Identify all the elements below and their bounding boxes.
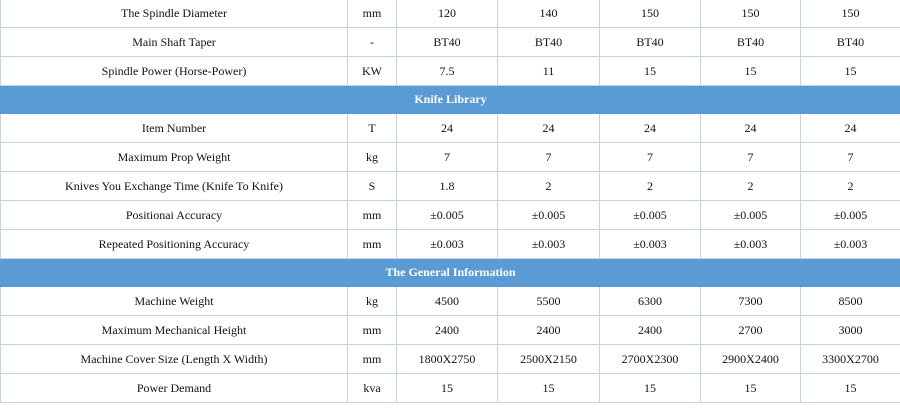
row-label: Positionai Accuracy	[1, 201, 348, 230]
row-label: Repeated Positioning Accuracy	[1, 230, 348, 259]
cell-value: BT40	[397, 28, 498, 57]
cell-value: 24	[397, 114, 498, 143]
cell-value: 15	[397, 374, 498, 403]
cell-value: BT40	[701, 28, 801, 57]
cell-value: 2	[600, 172, 701, 201]
row-unit: T	[348, 114, 397, 143]
cell-value: 24	[701, 114, 801, 143]
cell-value: 15	[701, 57, 801, 86]
cell-value: 7.5	[397, 57, 498, 86]
row-label: Spindle Power (Horse-Power)	[1, 57, 348, 86]
table-row	[1, 201, 900, 230]
cell-value: 2	[701, 172, 801, 201]
cell-value: 5500	[498, 287, 600, 316]
row-unit: kg	[348, 143, 397, 172]
cell-value: 4500	[397, 287, 498, 316]
cell-value: 15	[600, 57, 701, 86]
cell-value: ±0.003	[701, 230, 801, 259]
section-header-knife-library	[1, 86, 900, 114]
table-row	[1, 374, 900, 403]
cell-value: BT40	[600, 28, 701, 57]
cell-value: 15	[498, 374, 600, 403]
table-row	[1, 57, 900, 86]
row-unit: -	[348, 28, 397, 57]
row-unit: kva	[348, 374, 397, 403]
cell-value: 7	[600, 143, 701, 172]
cell-value: 1.8	[397, 172, 498, 201]
cell-value: 150	[600, 0, 701, 28]
cell-value: ±0.003	[801, 230, 900, 259]
table-row	[1, 345, 900, 374]
section-header-general-information	[1, 259, 900, 287]
cell-value: ±0.005	[397, 201, 498, 230]
row-unit: mm	[348, 201, 397, 230]
cell-value: 150	[701, 0, 801, 28]
cell-value: 2500X2150	[498, 345, 600, 374]
row-unit: mm	[348, 0, 397, 28]
cell-value: 150	[801, 0, 900, 28]
cell-value: 8500	[801, 287, 900, 316]
table-row	[1, 114, 900, 143]
row-label: Maximum Prop Weight	[1, 143, 348, 172]
cell-value: 2700	[701, 316, 801, 345]
row-label: Maximum Mechanical Height	[1, 316, 348, 345]
cell-value: 15	[801, 57, 900, 86]
table-row	[1, 316, 900, 345]
row-label: Machine Cover Size (Length X Width)	[1, 345, 348, 374]
cell-value: 2400	[600, 316, 701, 345]
section-title: Knife Library	[1, 86, 900, 114]
cell-value: BT40	[801, 28, 900, 57]
cell-value: ±0.003	[498, 230, 600, 259]
cell-value: 3300X2700	[801, 345, 900, 374]
cell-value: ±0.005	[701, 201, 801, 230]
table-row	[1, 28, 900, 57]
row-unit: kg	[348, 287, 397, 316]
cell-value: 24	[498, 114, 600, 143]
table-row	[1, 172, 900, 201]
spec-table-body	[1, 0, 900, 403]
cell-value: 2900X2400	[701, 345, 801, 374]
cell-value: 15	[701, 374, 801, 403]
cell-value: ±0.005	[801, 201, 900, 230]
cell-value: 2	[498, 172, 600, 201]
cell-value: 2700X2300	[600, 345, 701, 374]
cell-value: 15	[801, 374, 900, 403]
cell-value: 2400	[498, 316, 600, 345]
cell-value: 7300	[701, 287, 801, 316]
cell-value: 3000	[801, 316, 900, 345]
table-row	[1, 287, 900, 316]
table-row	[1, 143, 900, 172]
cell-value: ±0.003	[600, 230, 701, 259]
cell-value: ±0.005	[498, 201, 600, 230]
cell-value: 7	[801, 143, 900, 172]
cell-value: ±0.005	[600, 201, 701, 230]
cell-value: 7	[701, 143, 801, 172]
cell-value: 7	[397, 143, 498, 172]
cell-value: 11	[498, 57, 600, 86]
cell-value: ±0.003	[397, 230, 498, 259]
cell-value: 24	[600, 114, 701, 143]
cell-value: BT40	[498, 28, 600, 57]
cell-value: 2	[801, 172, 900, 201]
table-row	[1, 230, 900, 259]
section-title: The General Information	[1, 259, 900, 287]
row-label: Knives You Exchange Time (Knife To Knife)	[1, 172, 348, 201]
row-label: Item Number	[1, 114, 348, 143]
cell-value: 1800X2750	[397, 345, 498, 374]
row-unit: mm	[348, 316, 397, 345]
row-unit: mm	[348, 230, 397, 259]
row-unit: KW	[348, 57, 397, 86]
row-unit: S	[348, 172, 397, 201]
row-label: Machine Weight	[1, 287, 348, 316]
cell-value: 6300	[600, 287, 701, 316]
cell-value: 7	[498, 143, 600, 172]
cell-value: 140	[498, 0, 600, 28]
cell-value: 120	[397, 0, 498, 28]
row-label: The Spindle Diameter	[1, 0, 348, 28]
table-row	[1, 0, 900, 28]
row-unit: mm	[348, 345, 397, 374]
row-label: Main Shaft Taper	[1, 28, 348, 57]
cell-value: 24	[801, 114, 900, 143]
row-label: Power Demand	[1, 374, 348, 403]
cell-value: 15	[600, 374, 701, 403]
cell-value: 2400	[397, 316, 498, 345]
